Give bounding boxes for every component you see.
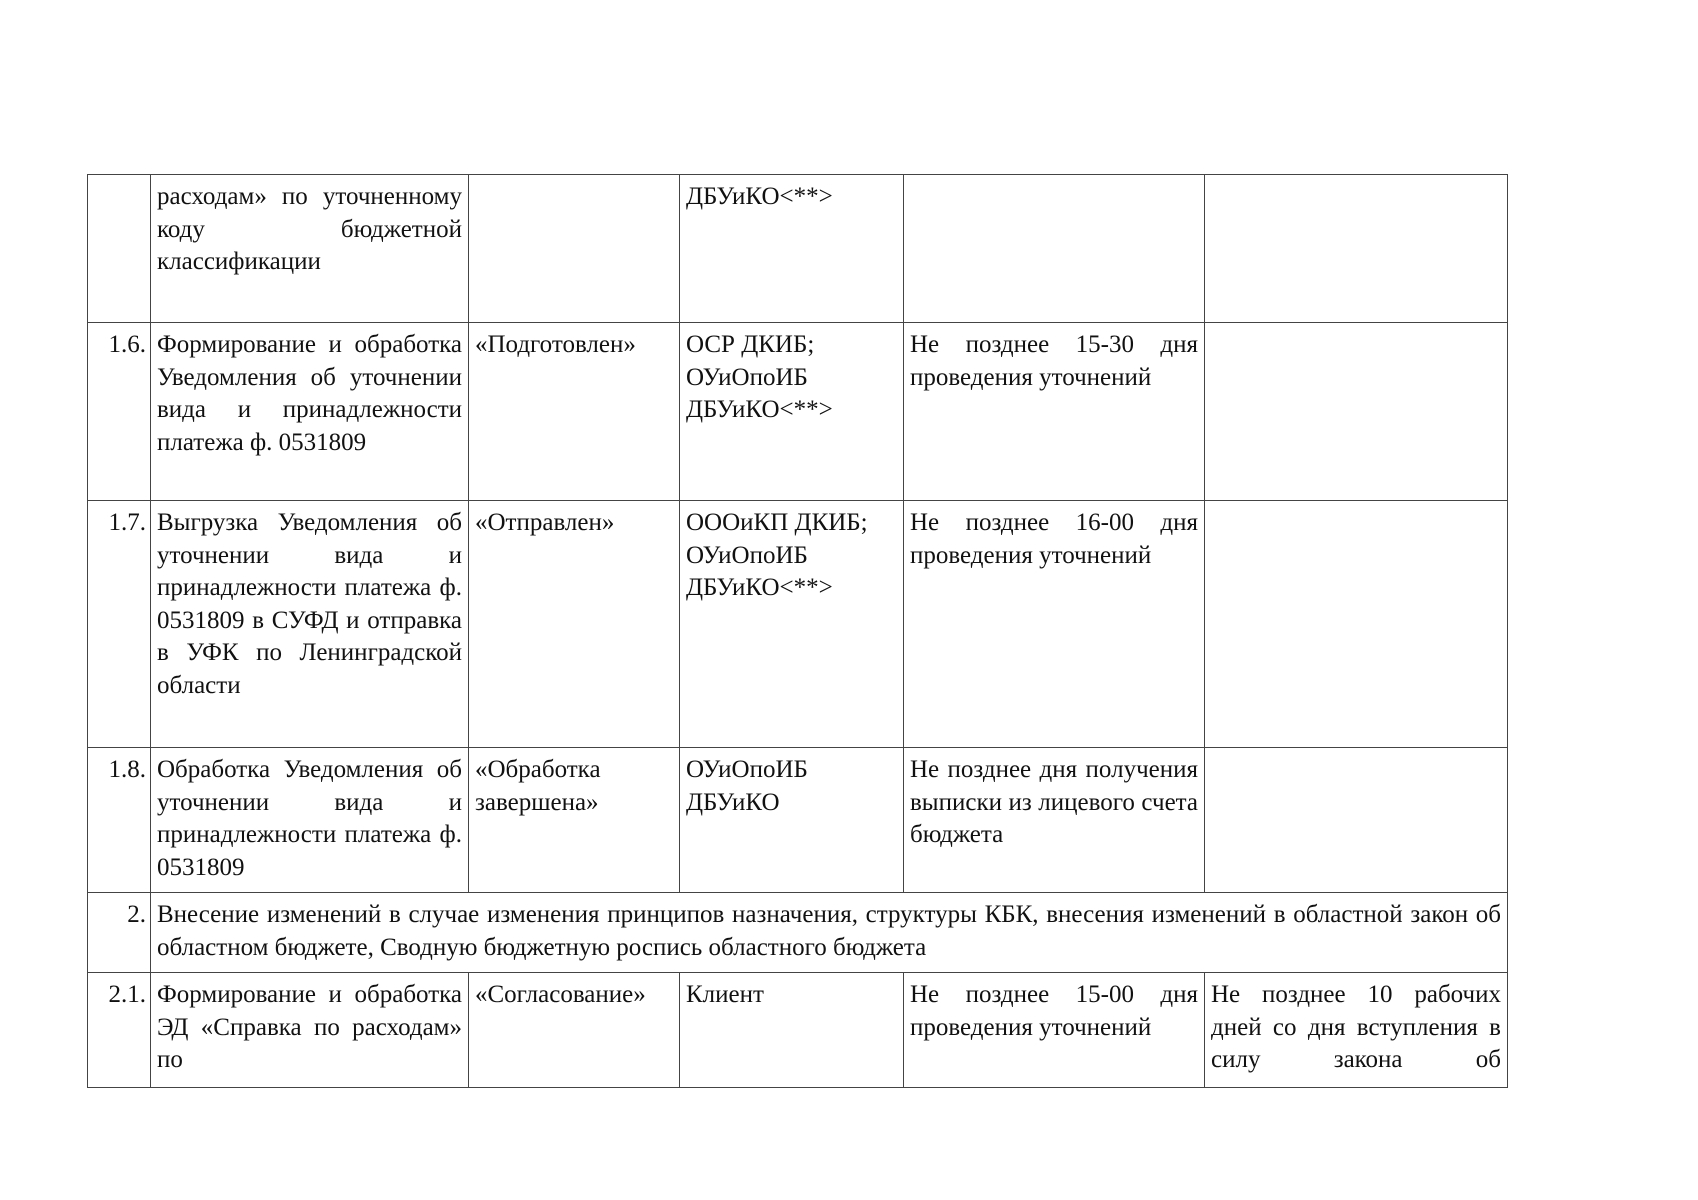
status-cell: «Обработка завершена» bbox=[469, 748, 680, 893]
executor-cell: ОСР ДКИБ; ОУиОпоИБ ДБУиКО<**> bbox=[680, 323, 904, 501]
status-cell: «Подготовлен» bbox=[469, 323, 680, 501]
status-cell bbox=[469, 175, 680, 323]
action-cell: Обработка Уведомления об уточнении вида и принадлежности платежа ф. 0531809 bbox=[151, 748, 469, 893]
action-cell: Выгрузка Уведомления об уточнении вида и принадлежности платежа ф. 0531809 в СУФД и отправка в УФК по Ленинградской области bbox=[151, 501, 469, 748]
section-number: 2. bbox=[88, 893, 151, 973]
section-row bbox=[88, 893, 1508, 973]
procedure-table bbox=[87, 174, 1508, 1088]
table-row bbox=[88, 323, 1508, 501]
status-cell: «Отправлен» bbox=[469, 501, 680, 748]
row-number: 2.1. bbox=[88, 973, 151, 1088]
term-cell bbox=[1205, 323, 1508, 501]
executor-cell: Клиент bbox=[680, 973, 904, 1088]
deadline-cell bbox=[904, 175, 1205, 323]
table-row bbox=[88, 973, 1508, 1088]
term-cell: Не позднее 10 рабочих дней со дня вступления в силу закона об bbox=[1205, 973, 1508, 1088]
row-number bbox=[88, 175, 151, 323]
action-cell: Формирование и обработка Уведомления об уточнении вида и принадлежности платежа ф. 0531809 bbox=[151, 323, 469, 501]
deadline-cell: Не позднее 15-30 дня проведения уточнений bbox=[904, 323, 1205, 501]
deadline-cell: Не позднее дня получения выписки из лицевого счета бюджета bbox=[904, 748, 1205, 893]
term-cell bbox=[1205, 175, 1508, 323]
section-title: Внесение изменений в случае изменения принципов назначения, структуры КБК, внесения изменений в областной закон об областном бюджете, Сводную бюджетную роспись областного бюджета bbox=[151, 893, 1508, 973]
action-cell: расходам» по уточненному коду бюджетной классификации bbox=[151, 175, 469, 323]
row-number: 1.7. bbox=[88, 501, 151, 748]
table-row bbox=[88, 748, 1508, 893]
deadline-cell: Не позднее 16-00 дня проведения уточнений bbox=[904, 501, 1205, 748]
term-cell bbox=[1205, 501, 1508, 748]
executor-cell: ДБУиКО<**> bbox=[680, 175, 904, 323]
table-row bbox=[88, 501, 1508, 748]
deadline-cell: Не позднее 15-00 дня проведения уточнений bbox=[904, 973, 1205, 1088]
executor-cell: ОООиКП ДКИБ; ОУиОпоИБ ДБУиКО<**> bbox=[680, 501, 904, 748]
action-cell: Формирование и обработка ЭД «Справка по расходам» по bbox=[151, 973, 469, 1088]
row-number: 1.6. bbox=[88, 323, 151, 501]
table-row bbox=[88, 175, 1508, 323]
status-cell: «Согласование» bbox=[469, 973, 680, 1088]
executor-cell: ОУиОпоИБ ДБУиКО bbox=[680, 748, 904, 893]
row-number: 1.8. bbox=[88, 748, 151, 893]
term-cell bbox=[1205, 748, 1508, 893]
